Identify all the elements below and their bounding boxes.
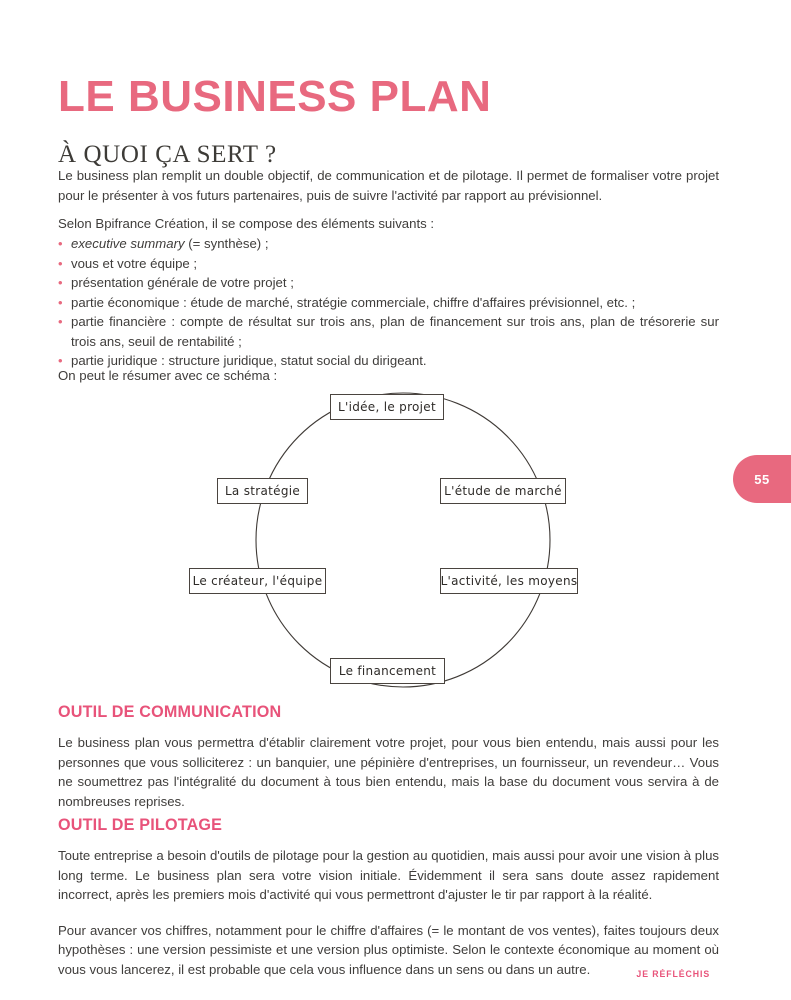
diagram-node-createur [189, 568, 326, 594]
diagram-node-label: L'étude de marché [444, 484, 562, 498]
list-item-label: vous et votre équipe ; [71, 255, 198, 271]
diagram-node-activite [440, 568, 578, 594]
page-number-tab [733, 455, 791, 503]
business-plan-cycle-diagram [0, 385, 791, 695]
pilotage-paragraph-2: Pour avancer vos chiffres, notamment pour le chiffre d'affaires (= le montant de vos ventes), faites toujours deux hypothèses : une version pessimiste et une version plus optimiste. Selon le contexte économique au moment où vous vous lancerez, il est probable que cela vous influence dans un sens ou dans un autre. [58, 922, 719, 977]
page-title: LE BUSINESS PLAN [58, 72, 492, 122]
list-item-emphasis: executive summary [71, 236, 185, 251]
diagram-node-label: Le financement [338, 664, 437, 678]
list-item [58, 293, 719, 313]
list-item-label: partie juridique : structure juridique, statut social du dirigeant. [71, 353, 427, 368]
diagram-node-label: Le créateur, l'équipe [192, 574, 323, 588]
cycle-circle [256, 393, 550, 687]
list-item-label: partie économique : étude de marché, stratégie commerciale, chiffre d'affaires prévisionnel, etc. ; [71, 294, 636, 310]
components-list-block [58, 234, 719, 371]
list-item [58, 273, 719, 293]
schema-intro-text: On peut le résumer avec ce schéma : [58, 368, 278, 383]
list-intro-text: Selon Bpifrance Création, il se compose des éléments suivants : [58, 216, 435, 231]
list-intro-block [58, 214, 719, 234]
list-item-label: (= synthèse) ; [184, 236, 269, 251]
diagram-node-idee [330, 394, 444, 420]
pilotage-paragraph-1: Toute entreprise a besoin d'outils de pilotage pour la gestion au quotidien, mais aussi pour avoir une vision à plus long terme. Le business plan sera votre vision initiale. Évidemment il sera sans doute assez rapidement incorrect, après les premiers mois d'activité qui vous permettront d'ajuster le tir par rapport à la réalité. [58, 848, 719, 902]
list-item [58, 254, 719, 274]
section-heading-outil-communication: OUTIL DE COMMUNICATION [58, 702, 282, 721]
diagram-node-etude [440, 478, 566, 504]
diagram-node-label: L'activité, les moyens [440, 574, 578, 588]
section-heading-a-quoi-ca-sert: À QUOI ÇA SERT ? [58, 140, 277, 168]
list-item [58, 234, 719, 254]
schema-intro-block [58, 366, 719, 386]
intro-paragraph: Le business plan remplit un double objectif, de communication et de pilotage. Il permet de formaliser votre projet pour le présenter à vos futurs partenaires, puis de suivre l'activité par rapport au prévisionnel. [58, 168, 719, 203]
diagram-node-financement [330, 658, 445, 684]
list-item-label: présentation générale de votre projet ; [71, 275, 294, 290]
communication-paragraph: Le business plan vous permettra d'établir clairement votre projet, pour vous bien entendu, mais aussi pour les personnes que vous solliciterez : un banquier, une pépinière d'entreprises, un fournisseur, un revendeur… Vous ne soumettrez pas l'intégralité du document à tous bien entendu, mais la base du document vous servira à de nombreuses reprises. [58, 735, 719, 809]
footer-section-label: JE RÉFLÉCHIS [636, 969, 710, 980]
page-number: 55 [754, 471, 770, 487]
section-pilotage [58, 816, 719, 979]
list-item [58, 312, 719, 351]
diagram-node-label: L'idée, le projet [337, 400, 436, 414]
section-communication [58, 703, 719, 811]
diagram-node-label: La stratégie [224, 484, 301, 498]
section-heading-outil-pilotage: OUTIL DE PILOTAGE [58, 815, 223, 834]
list-item-label: partie financière : compte de résultat sur trois ans, plan de financement sur trois ans, plan de trésorerie sur trois ans, seuil de rentabilité ; [71, 314, 719, 349]
components-list [58, 234, 719, 371]
cycle-circle-graphic [0, 385, 791, 695]
intro-paragraph-block [58, 166, 719, 205]
diagram-node-strategie [217, 478, 308, 504]
